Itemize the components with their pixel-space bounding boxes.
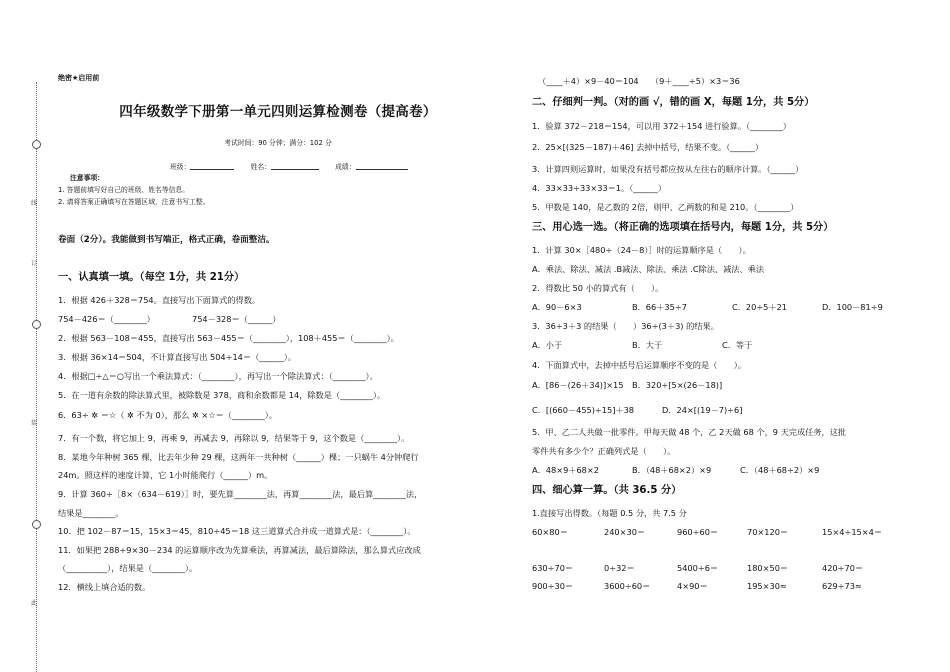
judge-1: 1．验算 372－218＝154，可以用 372＋154 进行验算。（________） (532, 121, 791, 131)
name-field[interactable] (271, 162, 319, 170)
choice-4: 4．下面算式中，去掉中括号后运算顺序不变的是（ ）。 (532, 360, 746, 370)
calc-item: 195×30≈ (747, 581, 787, 591)
question-7: 7．有一个数，将它加上 9，再乘 9，再减去 9，再除以 9，结果等于 9，这个数是（________）。 (58, 433, 410, 443)
choice-4-option-a: A．[86－(26＋34)]×15 (532, 380, 624, 390)
section-4-heading: 四、细心算一算。（共 36.5 分） (532, 485, 682, 496)
choice-2: 2．得数比 50 小的算式有（ ）。 (532, 283, 664, 293)
choice-5b: 零件共有多少个？正确列式是（ ）。 (532, 446, 676, 456)
notice-item: 2. 请将答案正确填写在答题区域，注意书写工整。 (58, 198, 210, 206)
question-4: 4．根据□÷△＝○写出一个乘法算式：（________），再写出一个除法算式：（________）。 (58, 371, 378, 381)
page-title: 四年级数学下册第一单元四则运算检测卷（提高卷） (119, 104, 437, 120)
margin-label: 装 (31, 420, 38, 427)
question-11b: （__________），结果是（________）。 (58, 563, 198, 573)
exam-info: 考试时间：90 分钟；满分：102 分 (224, 139, 332, 147)
confidential-mark: 绝密★启用前 (58, 74, 100, 82)
choice-4-option-d: D．24×[(19－7)÷6] (662, 405, 743, 415)
score-label: 成绩： (335, 163, 356, 171)
calc-item: 60×80＝ (532, 527, 568, 537)
choice-2-option-c: C．20÷5＋21 (732, 302, 787, 312)
calc-item: 420÷70＝ (822, 563, 864, 573)
choice-2-option-b: B．66＋35÷7 (632, 302, 687, 312)
question-9b: 结果是________。 (58, 508, 124, 518)
section-2-heading: 二、仔细判一判。（对的画 √，错的画 X，每题 1分，共 5分） (532, 97, 815, 108)
binding-margin (0, 0, 48, 672)
judge-2: 2．25×[(325－187)＋46] 去掉中括号，结果不变。（______） (532, 142, 764, 152)
question-11a: 11．如果把 288÷9×30－234 的运算顺序改为先算乘法，再算减法，最后算除法，那么算式应改成 (58, 545, 421, 555)
choice-3-option-a: A．小于 (532, 340, 563, 350)
score-field[interactable] (356, 162, 408, 170)
calc-item: 240×30＝ (604, 527, 646, 537)
question-2: 2．根据 563－108＝455，直接写出 563－455＝（________），108＋455＝（________）。 (58, 333, 399, 343)
calc-item: 5400÷6＝ (677, 563, 719, 573)
choice-1-options: A．乘法、除法、减法 .B减法、除法、乘法 .C除法、减法、乘法 (532, 264, 765, 274)
choice-5-option-c: C．（48＋68÷2）×9 (740, 465, 820, 475)
choice-3: 3．36÷3＋3 的结果（ ）36÷(3＋3) 的结果。 (532, 321, 719, 331)
choice-1: 1．计算 30×［480÷（24－8）］时的运算顺序是（ ）。 (532, 245, 751, 255)
calc-item: 960÷60＝ (677, 527, 719, 537)
neatness-note: 卷面（2分）。我能做到书写端正，格式正确，卷面整洁。 (58, 235, 275, 245)
question-8b: 24m。照这样的速度计算，它 1小时能爬行（______）m。 (58, 470, 273, 480)
margin-label: 此 (31, 600, 38, 607)
judge-4: 4．33×33÷33×33＝1。（______） (532, 183, 667, 193)
class-label: 班级： (170, 163, 191, 171)
notice-title: 注意事项： (70, 174, 104, 182)
judge-3: 3．计算四则运算时，如果没有括号都应按从左往右的顺序计算。（______） (532, 164, 804, 174)
calc-item: 629÷73≈ (822, 581, 862, 591)
question-9a: 9．计算 360÷［8×（634－619）］时，要先算________法，再算________法，最后算________法， (58, 489, 423, 499)
margin-label: 线 (31, 200, 38, 207)
calc-item: 15×4÷15×4＝ (822, 527, 883, 537)
class-field[interactable] (190, 162, 234, 170)
calc-item: 900÷30＝ (532, 581, 574, 591)
question-1a: 754－426＝（________） (58, 314, 155, 324)
binding-dotted-line (36, 82, 37, 672)
choice-5a: 5．甲、乙二人共做一批零件。甲每天做 48 个，乙 2天做 68 个，9 天完成任务，这批 (532, 427, 847, 437)
calc-item: 630÷70＝ (532, 563, 574, 573)
choice-2-option-a: A．90－6×3 (532, 302, 582, 312)
question-12: 12．横线上填合适的数。 (58, 582, 151, 592)
section-1-heading: 一、认真填一填。（每空 1分，共 21分） (58, 272, 245, 283)
student-info-row (170, 162, 408, 171)
calc-item: 70×120＝ (747, 527, 789, 537)
question-5: 5．在一道有余数的除法算式里，被除数是 378，商和余数都是 14，除数是（________）。 (58, 390, 386, 400)
question-12-continued: （____＋4）×9－40＝104 （9＋____÷5）×3＝36 (538, 76, 740, 86)
binding-hole (32, 520, 41, 529)
section-3-heading: 三、用心选一选。（将正确的选项填在括号内，每题 1分，共 5分） (532, 222, 834, 233)
question-1: 1．根据 426＋328＝754。直接写出下面算式的得数。 (58, 295, 261, 305)
calc-item: 180×50＝ (747, 563, 789, 573)
name-label: 姓名： (250, 163, 271, 171)
choice-4-option-c: C．[(660－455)÷15]＋38 (532, 405, 635, 415)
choice-5-option-a: A．48×9＋68×2 (532, 465, 599, 475)
question-8a: 8．某地今年种树 365 棵，比去年少种 29 棵，这两年一共种树（______）棵；一只蜗牛 4分钟爬行 (58, 452, 419, 462)
notice-item: 1. 答题前填写好自己的班级、姓名等信息。 (58, 186, 189, 194)
choice-3-option-c: C．等于 (722, 340, 753, 350)
question-10: 10．把 102－87＝15，15×3＝45，810÷45＝18 这三道算式合并成一道算式是：（________）。 (58, 526, 416, 536)
choice-2-option-d: D．100－81÷9 (822, 302, 883, 312)
question-3: 3．根据 36×14＝504，不计算直接写出 504÷14＝（______）。 (58, 352, 297, 362)
question-6: 6．63÷ ✲ ＝☆（ ✲ 不为 0），那么 ✲ ×☆＝（________）。 (58, 410, 278, 420)
question-1b: 754－328＝（______） (192, 314, 281, 324)
calc-item: 3600÷60＝ (604, 581, 651, 591)
choice-4-option-b: B．320÷[5×(26－18)] (632, 380, 723, 390)
calc-item: 4×90＝ (677, 581, 708, 591)
calc-item: 0÷32＝ (604, 563, 635, 573)
margin-label: 订 (31, 260, 38, 267)
calc-subheading: 1.直接写出得数。（每题 0.5 分，共 7.5 分 (532, 508, 687, 518)
choice-3-option-b: B．大于 (632, 340, 663, 350)
judge-5: 5．甲数是 140，是乙数的 2倍，则甲、乙两数的和是 210。（________） (532, 202, 799, 212)
choice-5-option-b: B．（48＋68×2）×9 (632, 465, 712, 475)
binding-hole (32, 140, 41, 149)
binding-hole (32, 320, 41, 329)
